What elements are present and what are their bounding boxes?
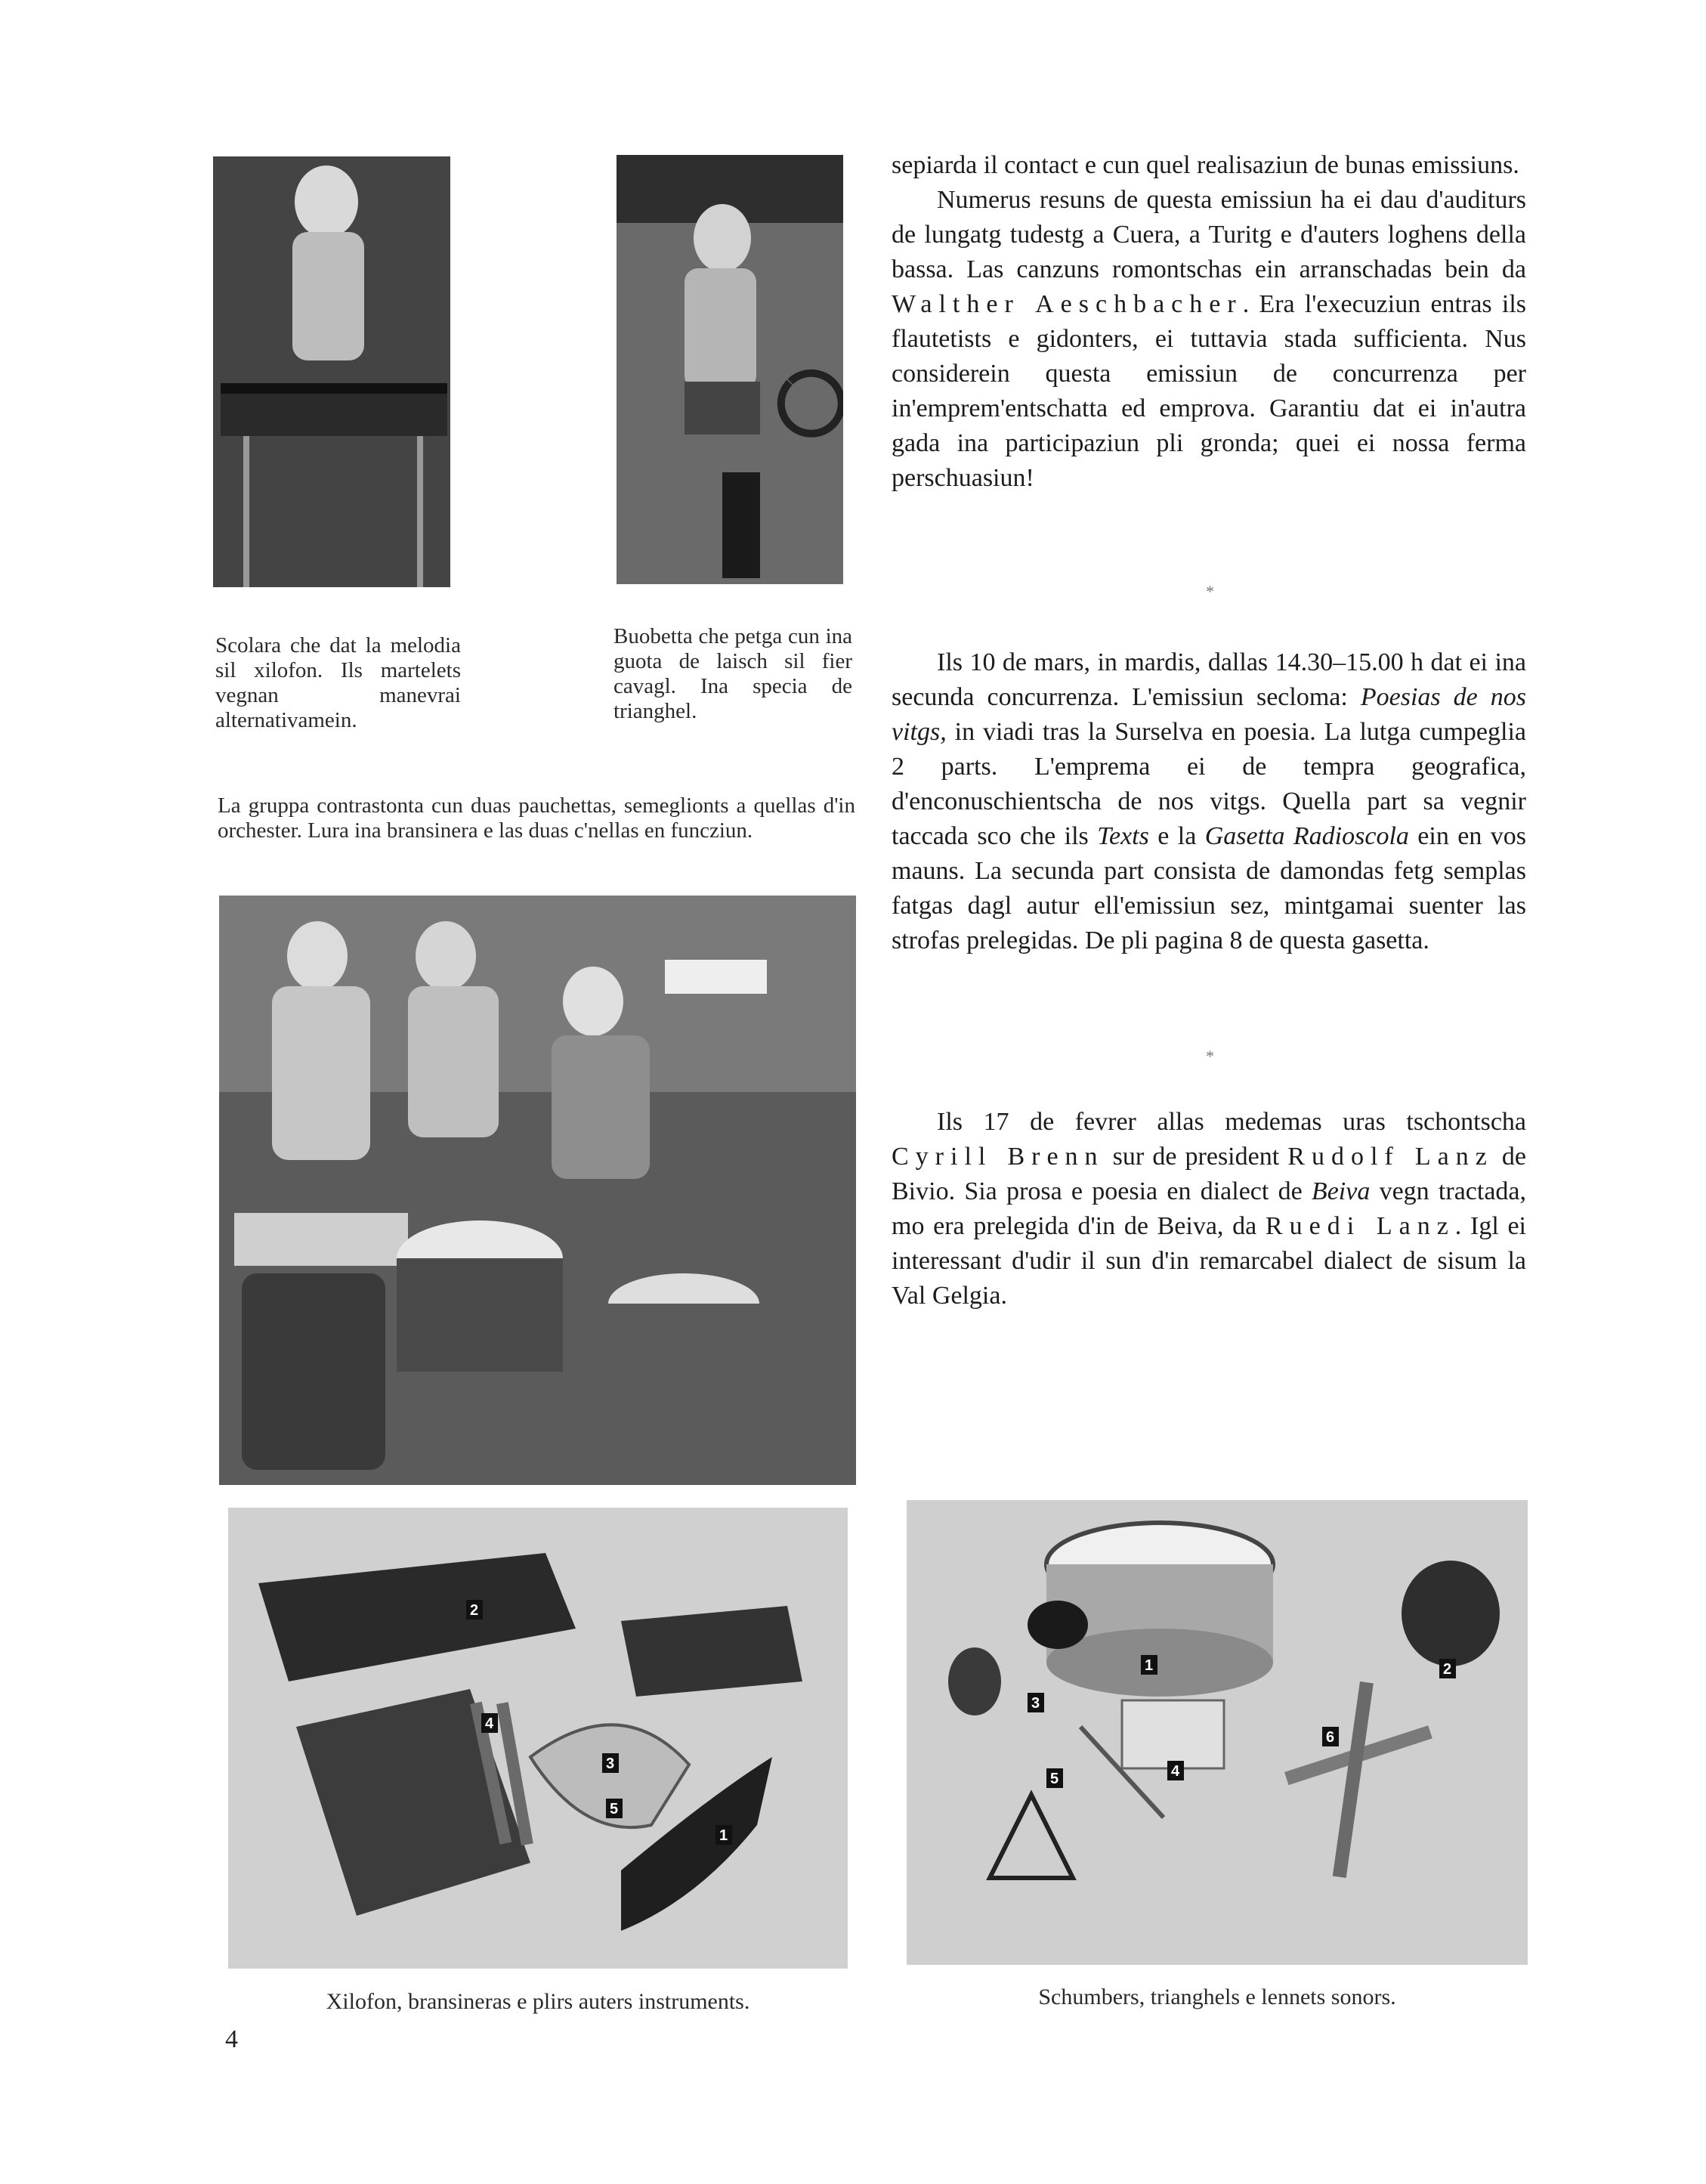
photo-drums-triangles <box>907 1500 1528 1965</box>
article-paragraph-2 <box>892 183 1526 496</box>
caption-triangle: Buobetta che petga cun ina guota de laisch sil fier cavagl. Ina specia de trianghel. <box>613 624 852 723</box>
photo-label: 5 <box>610 1801 619 1817</box>
photo-label: 4 <box>1171 1763 1180 1780</box>
article-paragraph-3 <box>892 645 1526 958</box>
article-column <box>892 1105 1526 1313</box>
text-span: . Era l'execuziun entras ils flautetists e gidonters, ei tuttavia stada sufficienta. Nus considerein questa emissiun de concurrenza per in'emprem'entschatta ed emprova. Garantiu dat ei in'autra gada ina participaziun pli gronda; quei ei nossa ferma perschuasiun! <box>892 290 1526 492</box>
caption-drums: Schumbers, trianghels e lennets sonors. <box>1038 1984 1396 2009</box>
photo-label: 4 <box>485 1715 494 1732</box>
photo-label: 2 <box>1443 1661 1452 1678</box>
article-paragraph-4 <box>892 1105 1526 1313</box>
emissiun-title: Poesias de nos vitgs, <box>892 683 1527 746</box>
text-span: . Igl ei interessant d'udir il sun d'in remarcabel dialect de sisum la Val Gelgia. <box>892 1212 1527 1310</box>
separator-star-2: * <box>1206 1047 1214 1066</box>
text-span: sur de president <box>1104 1143 1288 1171</box>
caption-group: La gruppa contrastonta cun duas pauchettas, semeglionts a quellas d'in orchester. Lura ina bransinera e las duas c'nellas en funcziun. <box>218 793 855 843</box>
dialect-name: Beiva <box>1311 1177 1371 1205</box>
publication-title: Texts <box>1097 822 1149 850</box>
photo-label: 1 <box>719 1827 728 1844</box>
page-number: 4 <box>225 2025 238 2053</box>
separator-star-1: * <box>1206 582 1214 601</box>
photo-instruments-xylophones <box>228 1508 848 1969</box>
text-span: Ils 17 de fevrer allas medemas uras tschontscha <box>937 1108 1526 1136</box>
photo-girl-xylophone <box>213 156 450 587</box>
article-column <box>892 148 1526 496</box>
photo-label: 5 <box>1050 1771 1059 1787</box>
photo-label: 3 <box>606 1756 615 1772</box>
caption-xylophone: Scolara che dat la melodia sil xilofon. Ils martelets vegnan manevrai alternativamein. <box>215 633 461 732</box>
photo-label: 6 <box>1326 1729 1335 1746</box>
text-span: in viadi tras la Surselva en poesia. La lutga cumpeglia 2 parts. L'emprema ei de tempra geografica, d'enconuschientscha de nos vitgs. Quella part sa vegnir taccada sco che ils <box>892 718 1526 850</box>
photo-girl-triangle <box>617 155 843 584</box>
photo-label: 1 <box>1145 1657 1154 1674</box>
photo-label: 2 <box>470 1602 479 1619</box>
text-span: ein en vos mauns. La secunda part consista de damondas fetg semplas fatgas dagl autur ell'emissiun sez, mintgamai suenter las strofas prelegidas. De pli pagina 8 de questa gasetta. <box>892 822 1526 954</box>
text-span: Ils 10 de mars, in mardis, dallas 14.30–15.00 h dat ei ina secunda concurrenza. L'emissiun secloma: <box>892 648 1526 711</box>
person-name: Ruedi Lanz <box>1265 1212 1455 1240</box>
photo-label: 3 <box>1031 1695 1040 1712</box>
caption-instruments: Xilofon, bransineras e plirs auters instruments. <box>326 1989 750 2014</box>
person-name: Walther Aeschbacher <box>892 290 1243 318</box>
publication-title: Gasetta Radioscola <box>1204 822 1409 850</box>
article-paragraph-1: sepiarda il contact e cun quel realisaziun de bunas emissiuns. <box>892 151 1519 179</box>
text-span: vegn tractada, mo era prelegida d'in de Beiva, da <box>892 1177 1527 1240</box>
text-span: de Bivio. Sia prosa e poesia en dialect de <box>892 1143 1526 1205</box>
photo-group-drums <box>219 896 856 1485</box>
person-name: Rudolf Lanz <box>1287 1143 1494 1171</box>
text-span: Numerus resuns de questa emissiun ha ei dau d'auditurs de lungatg tudestg a Cuera, a Turitg e d'auters loghens della bassa. Las canzuns romontschas ein arranschadas bein da <box>892 186 1526 283</box>
person-name: Cyrill Brenn <box>892 1143 1105 1171</box>
article-column <box>892 645 1526 958</box>
text-span: e la <box>1148 822 1205 850</box>
